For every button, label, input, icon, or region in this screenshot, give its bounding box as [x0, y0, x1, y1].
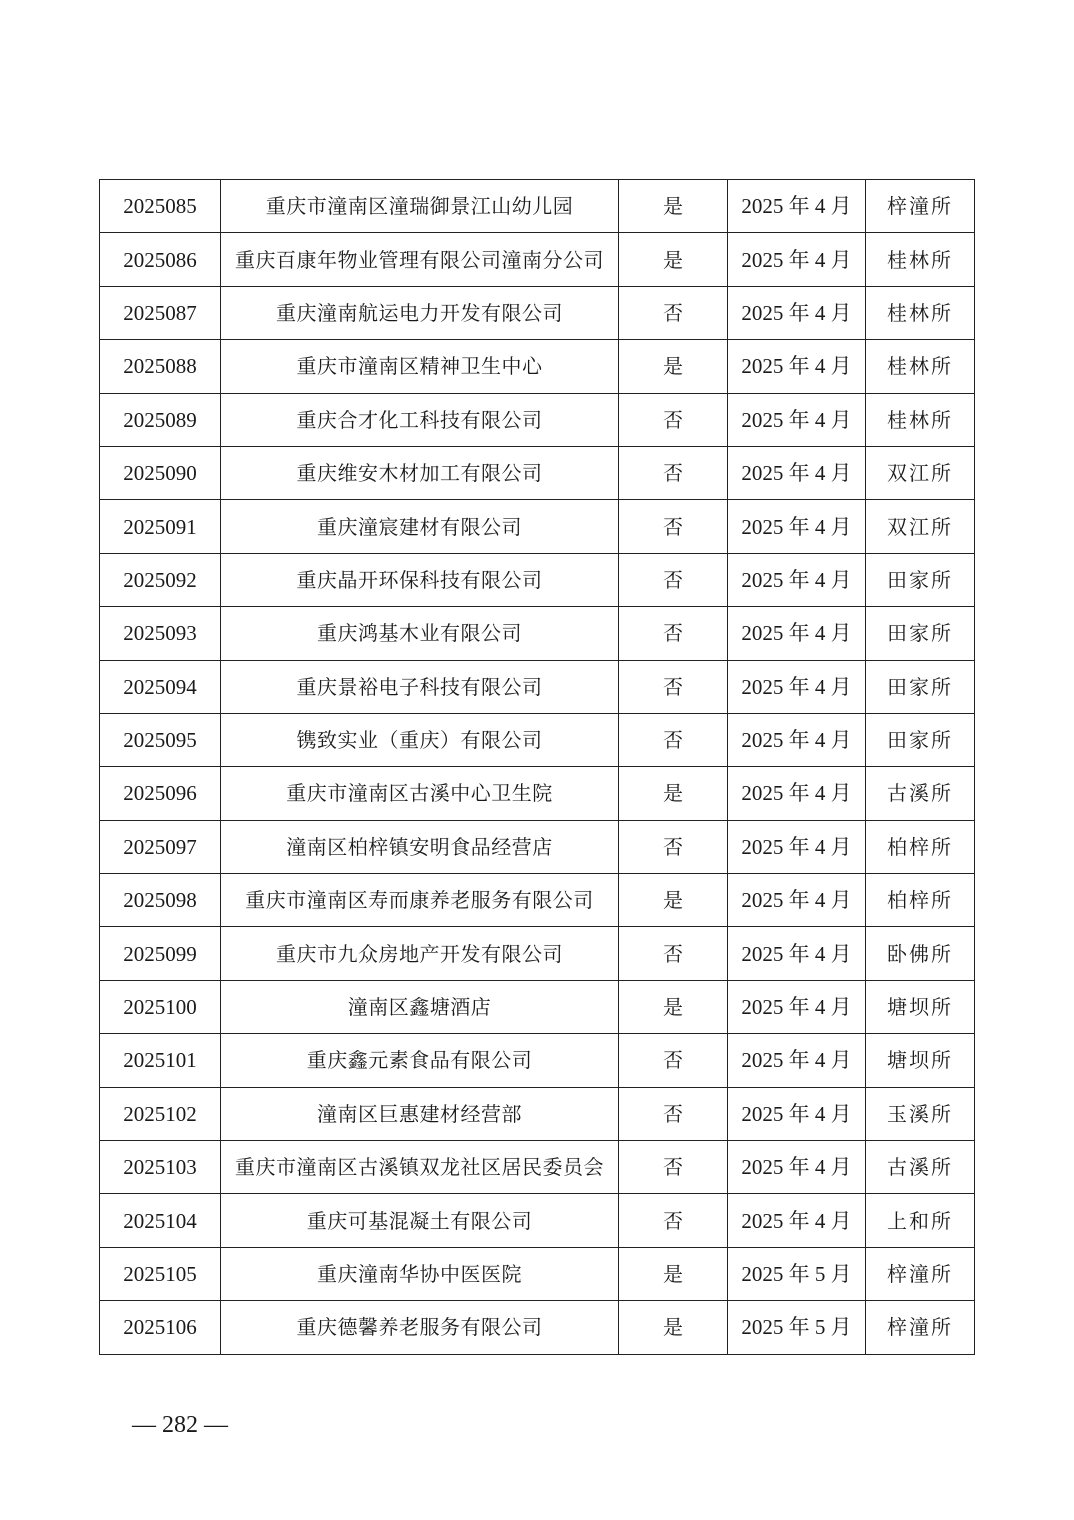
records-table-body [100, 180, 975, 1355]
table-row [100, 607, 975, 660]
record-id-cell: 2025088 [100, 340, 221, 393]
date-cell: 2025 年 5 月 [728, 1301, 866, 1354]
office-cell: 梓潼所 [866, 180, 975, 233]
organization-name-cell: 重庆晶开环保科技有限公司 [221, 553, 619, 606]
office-cell: 古溪所 [866, 767, 975, 820]
flag-cell: 是 [619, 233, 728, 286]
organization-name-cell: 重庆潼宸建材有限公司 [221, 500, 619, 553]
record-id-cell: 2025085 [100, 180, 221, 233]
date-cell: 2025 年 4 月 [728, 1087, 866, 1140]
record-id-cell: 2025090 [100, 446, 221, 499]
organization-name-cell: 重庆市潼南区寿而康养老服务有限公司 [221, 874, 619, 927]
table-row [100, 713, 975, 766]
office-cell: 桂林所 [866, 393, 975, 446]
flag-cell: 否 [619, 1194, 728, 1247]
flag-cell: 否 [619, 393, 728, 446]
flag-cell: 否 [619, 713, 728, 766]
date-cell: 2025 年 4 月 [728, 233, 866, 286]
flag-cell: 是 [619, 340, 728, 393]
date-cell: 2025 年 4 月 [728, 1194, 866, 1247]
flag-cell: 否 [619, 607, 728, 660]
table-row [100, 660, 975, 713]
record-id-cell: 2025106 [100, 1301, 221, 1354]
table-row [100, 286, 975, 339]
organization-name-cell: 重庆鸿基木业有限公司 [221, 607, 619, 660]
office-cell: 塘坝所 [866, 1034, 975, 1087]
record-id-cell: 2025101 [100, 1034, 221, 1087]
record-id-cell: 2025091 [100, 500, 221, 553]
date-cell: 2025 年 4 月 [728, 393, 866, 446]
table-row [100, 1034, 975, 1087]
organization-name-cell: 潼南区柏梓镇安明食品经营店 [221, 820, 619, 873]
flag-cell: 是 [619, 874, 728, 927]
record-id-cell: 2025086 [100, 233, 221, 286]
organization-name-cell: 重庆可基混凝土有限公司 [221, 1194, 619, 1247]
record-id-cell: 2025098 [100, 874, 221, 927]
organization-name-cell: 镌致实业（重庆）有限公司 [221, 713, 619, 766]
date-cell: 2025 年 4 月 [728, 180, 866, 233]
table-row [100, 1087, 975, 1140]
organization-name-cell: 重庆市潼南区潼瑞御景江山幼儿园 [221, 180, 619, 233]
date-cell: 2025 年 4 月 [728, 446, 866, 499]
office-cell: 柏梓所 [866, 874, 975, 927]
office-cell: 柏梓所 [866, 820, 975, 873]
record-id-cell: 2025089 [100, 393, 221, 446]
organization-name-cell: 潼南区巨惠建材经营部 [221, 1087, 619, 1140]
date-cell: 2025 年 4 月 [728, 927, 866, 980]
date-cell: 2025 年 4 月 [728, 713, 866, 766]
date-cell: 2025 年 4 月 [728, 1034, 866, 1087]
table-row [100, 980, 975, 1033]
organization-name-cell: 重庆潼南华协中医医院 [221, 1247, 619, 1300]
record-id-cell: 2025093 [100, 607, 221, 660]
table-row [100, 1247, 975, 1300]
record-id-cell: 2025100 [100, 980, 221, 1033]
date-cell: 2025 年 4 月 [728, 767, 866, 820]
table-row [100, 180, 975, 233]
table-row [100, 553, 975, 606]
date-cell: 2025 年 5 月 [728, 1247, 866, 1300]
flag-cell: 否 [619, 1034, 728, 1087]
flag-cell: 否 [619, 286, 728, 339]
record-id-cell: 2025096 [100, 767, 221, 820]
office-cell: 田家所 [866, 713, 975, 766]
record-id-cell: 2025102 [100, 1087, 221, 1140]
table-row [100, 820, 975, 873]
organization-name-cell: 重庆合才化工科技有限公司 [221, 393, 619, 446]
record-id-cell: 2025094 [100, 660, 221, 713]
office-cell: 双江所 [866, 500, 975, 553]
date-cell: 2025 年 4 月 [728, 980, 866, 1033]
record-id-cell: 2025104 [100, 1194, 221, 1247]
table-row [100, 927, 975, 980]
flag-cell: 是 [619, 767, 728, 820]
office-cell: 卧佛所 [866, 927, 975, 980]
flag-cell: 否 [619, 1087, 728, 1140]
flag-cell: 否 [619, 446, 728, 499]
flag-cell: 是 [619, 1247, 728, 1300]
date-cell: 2025 年 4 月 [728, 874, 866, 927]
organization-name-cell: 潼南区鑫塘酒店 [221, 980, 619, 1033]
date-cell: 2025 年 4 月 [728, 660, 866, 713]
date-cell: 2025 年 4 月 [728, 607, 866, 660]
table-row [100, 500, 975, 553]
office-cell: 桂林所 [866, 233, 975, 286]
organization-name-cell: 重庆市潼南区古溪中心卫生院 [221, 767, 619, 820]
flag-cell: 是 [619, 1301, 728, 1354]
table-row [100, 1141, 975, 1194]
organization-name-cell: 重庆鑫元素食品有限公司 [221, 1034, 619, 1087]
record-id-cell: 2025087 [100, 286, 221, 339]
date-cell: 2025 年 4 月 [728, 820, 866, 873]
office-cell: 梓潼所 [866, 1301, 975, 1354]
office-cell: 梓潼所 [866, 1247, 975, 1300]
page-number: — 282 — [132, 1412, 228, 1438]
organization-name-cell: 重庆潼南航运电力开发有限公司 [221, 286, 619, 339]
table-row [100, 874, 975, 927]
date-cell: 2025 年 4 月 [728, 340, 866, 393]
date-cell: 2025 年 4 月 [728, 500, 866, 553]
organization-name-cell: 重庆市潼南区精神卫生中心 [221, 340, 619, 393]
table-row [100, 1194, 975, 1247]
record-id-cell: 2025105 [100, 1247, 221, 1300]
table-row [100, 340, 975, 393]
office-cell: 塘坝所 [866, 980, 975, 1033]
office-cell: 桂林所 [866, 286, 975, 339]
organization-name-cell: 重庆德馨养老服务有限公司 [221, 1301, 619, 1354]
date-cell: 2025 年 4 月 [728, 1141, 866, 1194]
table-row [100, 393, 975, 446]
office-cell: 上和所 [866, 1194, 975, 1247]
flag-cell: 否 [619, 820, 728, 873]
organization-name-cell: 重庆景裕电子科技有限公司 [221, 660, 619, 713]
organization-name-cell: 重庆百康年物业管理有限公司潼南分公司 [221, 233, 619, 286]
office-cell: 古溪所 [866, 1141, 975, 1194]
record-id-cell: 2025092 [100, 553, 221, 606]
record-id-cell: 2025097 [100, 820, 221, 873]
office-cell: 双江所 [866, 446, 975, 499]
flag-cell: 是 [619, 980, 728, 1033]
table-row [100, 767, 975, 820]
flag-cell: 否 [619, 660, 728, 713]
record-id-cell: 2025099 [100, 927, 221, 980]
organization-name-cell: 重庆维安木材加工有限公司 [221, 446, 619, 499]
date-cell: 2025 年 4 月 [728, 286, 866, 339]
flag-cell: 是 [619, 180, 728, 233]
office-cell: 田家所 [866, 553, 975, 606]
organization-name-cell: 重庆市潼南区古溪镇双龙社区居民委员会 [221, 1141, 619, 1194]
records-table [99, 179, 975, 1355]
organization-name-cell: 重庆市九众房地产开发有限公司 [221, 927, 619, 980]
table-row [100, 446, 975, 499]
flag-cell: 否 [619, 927, 728, 980]
office-cell: 田家所 [866, 660, 975, 713]
office-cell: 田家所 [866, 607, 975, 660]
flag-cell: 否 [619, 1141, 728, 1194]
table-row [100, 1301, 975, 1354]
date-cell: 2025 年 4 月 [728, 553, 866, 606]
office-cell: 玉溪所 [866, 1087, 975, 1140]
record-id-cell: 2025103 [100, 1141, 221, 1194]
record-id-cell: 2025095 [100, 713, 221, 766]
table-row [100, 233, 975, 286]
flag-cell: 否 [619, 553, 728, 606]
office-cell: 桂林所 [866, 340, 975, 393]
flag-cell: 否 [619, 500, 728, 553]
